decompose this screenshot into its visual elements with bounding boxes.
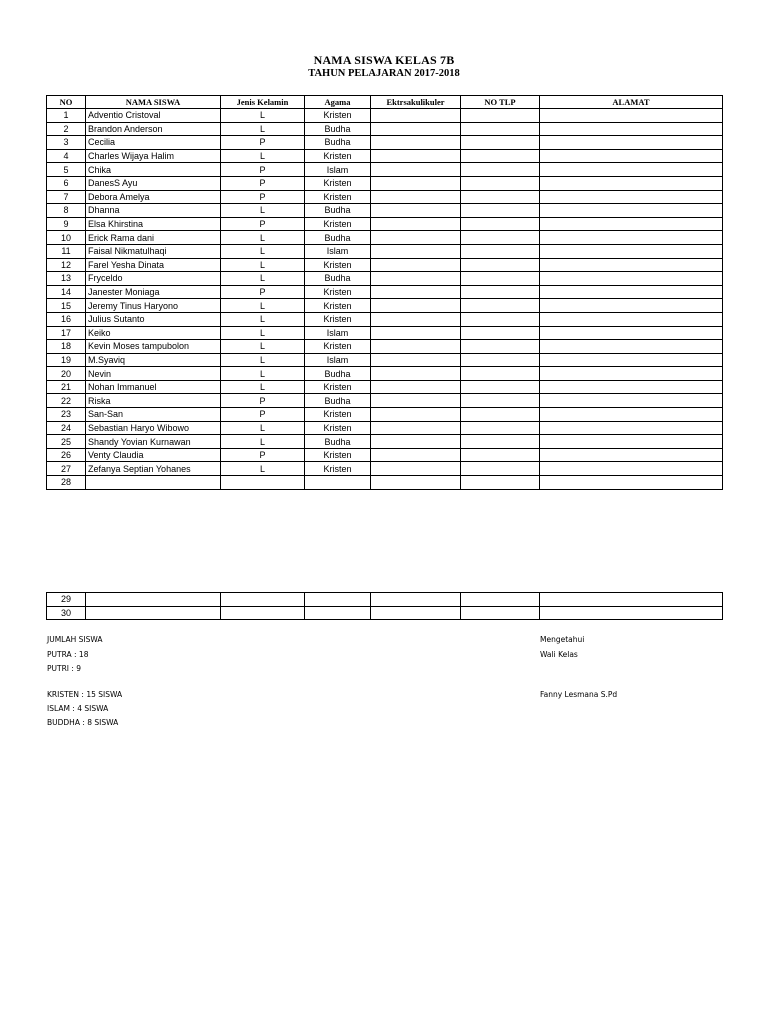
cell-jenis-kelamin: P bbox=[221, 190, 305, 204]
cell-no: 5 bbox=[47, 163, 86, 177]
cell-no: 11 bbox=[47, 244, 86, 258]
cell-nama-siswa: Erick Rama dani bbox=[86, 231, 221, 245]
table-row bbox=[47, 149, 723, 163]
cell-nama-siswa: Chika bbox=[86, 163, 221, 177]
cell-jenis-kelamin: L bbox=[221, 326, 305, 340]
cell-nama-siswa bbox=[86, 476, 221, 490]
cell-nama-siswa: Nevin bbox=[86, 367, 221, 381]
cell-jenis-kelamin: L bbox=[221, 380, 305, 394]
cell-no: 30 bbox=[47, 606, 86, 620]
cell-nama-siswa: Venty Claudia bbox=[86, 448, 221, 462]
cell-ekstrakurikuler bbox=[371, 176, 461, 190]
cell-agama: Kristen bbox=[305, 190, 371, 204]
cell-alamat bbox=[540, 176, 723, 190]
cell-agama: Kristen bbox=[305, 217, 371, 231]
cell-jenis-kelamin: P bbox=[221, 394, 305, 408]
cell-agama: Islam bbox=[305, 326, 371, 340]
cell-nama-siswa: Brandon Anderson bbox=[86, 122, 221, 136]
cell-no-tlp bbox=[461, 448, 540, 462]
cell-agama: Kristen bbox=[305, 258, 371, 272]
cell-agama bbox=[305, 606, 371, 620]
cell-alamat bbox=[540, 312, 723, 326]
cell-nama-siswa: Janester Moniaga bbox=[86, 285, 221, 299]
cell-no-tlp bbox=[461, 272, 540, 286]
header-agama: Agama bbox=[305, 96, 371, 109]
table-row bbox=[47, 176, 723, 190]
cell-alamat bbox=[540, 244, 723, 258]
cell-nama-siswa: Jeremy Tinus Haryono bbox=[86, 299, 221, 313]
cell-alamat bbox=[540, 285, 723, 299]
cell-alamat bbox=[540, 149, 723, 163]
cell-agama: Kristen bbox=[305, 149, 371, 163]
table-row bbox=[47, 204, 723, 218]
cell-jenis-kelamin: L bbox=[221, 258, 305, 272]
cell-alamat bbox=[540, 394, 723, 408]
cell-no: 22 bbox=[47, 394, 86, 408]
table-row bbox=[47, 593, 723, 607]
cell-ekstrakurikuler bbox=[371, 606, 461, 620]
document-subtitle: TAHUN PELAJARAN 2017-2018 bbox=[308, 68, 460, 79]
cell-nama-siswa: Zefanya Septian Yohanes bbox=[86, 462, 221, 476]
cell-no: 17 bbox=[47, 326, 86, 340]
cell-alamat bbox=[540, 326, 723, 340]
cell-ekstrakurikuler bbox=[371, 326, 461, 340]
cell-ekstrakurikuler bbox=[371, 340, 461, 354]
cell-jenis-kelamin: L bbox=[221, 435, 305, 449]
cell-no: 9 bbox=[47, 217, 86, 231]
signature-mengetahui: Mengetahui bbox=[540, 635, 585, 644]
cell-no-tlp bbox=[461, 593, 540, 607]
cell-no: 7 bbox=[47, 190, 86, 204]
cell-no-tlp bbox=[461, 258, 540, 272]
cell-no-tlp bbox=[461, 136, 540, 150]
cell-jenis-kelamin: L bbox=[221, 204, 305, 218]
cell-agama: Budha bbox=[305, 272, 371, 286]
cell-agama: Budha bbox=[305, 394, 371, 408]
table-row bbox=[47, 435, 723, 449]
table-row bbox=[47, 340, 723, 354]
cell-no-tlp bbox=[461, 231, 540, 245]
cell-nama-siswa: Nohan Immanuel bbox=[86, 380, 221, 394]
header-alamat: ALAMAT bbox=[540, 96, 723, 109]
cell-no: 8 bbox=[47, 204, 86, 218]
cell-jenis-kelamin: L bbox=[221, 149, 305, 163]
cell-no-tlp bbox=[461, 476, 540, 490]
cell-alamat bbox=[540, 367, 723, 381]
table-row bbox=[47, 272, 723, 286]
cell-agama: Kristen bbox=[305, 299, 371, 313]
cell-no-tlp bbox=[461, 190, 540, 204]
cell-agama: Kristen bbox=[305, 462, 371, 476]
cell-jenis-kelamin: L bbox=[221, 462, 305, 476]
cell-nama-siswa: Cecilia bbox=[86, 136, 221, 150]
cell-alamat bbox=[540, 353, 723, 367]
cell-ekstrakurikuler bbox=[371, 149, 461, 163]
table-row bbox=[47, 190, 723, 204]
cell-no-tlp bbox=[461, 149, 540, 163]
cell-nama-siswa: Debora Amelya bbox=[86, 190, 221, 204]
cell-nama-siswa: DanesS Ayu bbox=[86, 176, 221, 190]
cell-no-tlp bbox=[461, 299, 540, 313]
cell-agama: Budha bbox=[305, 367, 371, 381]
cell-no: 1 bbox=[47, 109, 86, 123]
summary-buddha: BUDDHA : 8 SISWA bbox=[47, 718, 119, 727]
header-jenis-kelamin: Jenis Kelamin bbox=[221, 96, 305, 109]
table-row bbox=[47, 136, 723, 150]
cell-no: 13 bbox=[47, 272, 86, 286]
cell-ekstrakurikuler bbox=[371, 122, 461, 136]
header-ekstrakurikuler: Ektrsakulikuler bbox=[371, 96, 461, 109]
cell-alamat bbox=[540, 421, 723, 435]
table-row bbox=[47, 380, 723, 394]
cell-ekstrakurikuler bbox=[371, 109, 461, 123]
cell-nama-siswa: Dhanna bbox=[86, 204, 221, 218]
cell-alamat bbox=[540, 204, 723, 218]
cell-no-tlp bbox=[461, 285, 540, 299]
cell-jenis-kelamin: P bbox=[221, 136, 305, 150]
cell-nama-siswa: M.Syaviq bbox=[86, 353, 221, 367]
cell-alamat bbox=[540, 448, 723, 462]
cell-ekstrakurikuler bbox=[371, 136, 461, 150]
cell-no: 26 bbox=[47, 448, 86, 462]
cell-jenis-kelamin: P bbox=[221, 163, 305, 177]
cell-no: 4 bbox=[47, 149, 86, 163]
cell-jenis-kelamin: P bbox=[221, 217, 305, 231]
table-row bbox=[47, 122, 723, 136]
cell-agama: Kristen bbox=[305, 176, 371, 190]
cell-nama-siswa: Fryceldo bbox=[86, 272, 221, 286]
cell-no: 24 bbox=[47, 421, 86, 435]
cell-no-tlp bbox=[461, 176, 540, 190]
cell-nama-siswa: Riska bbox=[86, 394, 221, 408]
summary-islam: ISLAM : 4 SISWA bbox=[47, 704, 109, 713]
cell-ekstrakurikuler bbox=[371, 353, 461, 367]
cell-no-tlp bbox=[461, 312, 540, 326]
cell-ekstrakurikuler bbox=[371, 380, 461, 394]
cell-jenis-kelamin: L bbox=[221, 299, 305, 313]
cell-agama bbox=[305, 593, 371, 607]
cell-agama: Islam bbox=[305, 244, 371, 258]
cell-jenis-kelamin: L bbox=[221, 244, 305, 258]
cell-ekstrakurikuler bbox=[371, 163, 461, 177]
cell-nama-siswa: Farel Yesha Dinata bbox=[86, 258, 221, 272]
cell-alamat bbox=[540, 258, 723, 272]
cell-jenis-kelamin: L bbox=[221, 312, 305, 326]
cell-ekstrakurikuler bbox=[371, 394, 461, 408]
summary-kristen: KRISTEN : 15 SISWA bbox=[47, 690, 123, 699]
cell-alamat bbox=[540, 109, 723, 123]
cell-ekstrakurikuler bbox=[371, 421, 461, 435]
document-title: NAMA SISWA KELAS 7B bbox=[313, 53, 455, 67]
cell-ekstrakurikuler bbox=[371, 462, 461, 476]
header-no: NO bbox=[47, 96, 86, 109]
cell-ekstrakurikuler bbox=[371, 258, 461, 272]
cell-no: 14 bbox=[47, 285, 86, 299]
cell-no: 10 bbox=[47, 231, 86, 245]
cell-no-tlp bbox=[461, 204, 540, 218]
cell-ekstrakurikuler bbox=[371, 299, 461, 313]
cell-jenis-kelamin: L bbox=[221, 109, 305, 123]
cell-jenis-kelamin bbox=[221, 476, 305, 490]
cell-no: 16 bbox=[47, 312, 86, 326]
cell-ekstrakurikuler bbox=[371, 435, 461, 449]
cell-nama-siswa: Sebastian Haryo Wibowo bbox=[86, 421, 221, 435]
cell-agama bbox=[305, 476, 371, 490]
summary-putra: PUTRA : 18 bbox=[47, 650, 89, 659]
cell-no-tlp bbox=[461, 421, 540, 435]
cell-nama-siswa bbox=[86, 593, 221, 607]
cell-no: 20 bbox=[47, 367, 86, 381]
table-row bbox=[47, 476, 723, 490]
table-row bbox=[47, 408, 723, 422]
cell-alamat bbox=[540, 190, 723, 204]
cell-alamat bbox=[540, 380, 723, 394]
student-table-body bbox=[47, 109, 723, 490]
cell-jenis-kelamin: L bbox=[221, 367, 305, 381]
cell-ekstrakurikuler bbox=[371, 204, 461, 218]
cell-agama: Kristen bbox=[305, 408, 371, 422]
cell-agama: Budha bbox=[305, 435, 371, 449]
cell-no: 12 bbox=[47, 258, 86, 272]
cell-ekstrakurikuler bbox=[371, 285, 461, 299]
cell-alamat bbox=[540, 435, 723, 449]
cell-no: 28 bbox=[47, 476, 86, 490]
cell-no-tlp bbox=[461, 353, 540, 367]
table-row bbox=[47, 448, 723, 462]
cell-agama: Kristen bbox=[305, 312, 371, 326]
cell-jenis-kelamin: L bbox=[221, 421, 305, 435]
cell-no-tlp bbox=[461, 163, 540, 177]
summary-putri: PUTRI : 9 bbox=[47, 664, 82, 673]
table-row bbox=[47, 606, 723, 620]
cell-no-tlp bbox=[461, 435, 540, 449]
cell-agama: Budha bbox=[305, 204, 371, 218]
cell-ekstrakurikuler bbox=[371, 476, 461, 490]
table-header-row bbox=[47, 96, 723, 109]
cell-no: 3 bbox=[47, 136, 86, 150]
table-row bbox=[47, 421, 723, 435]
cell-alamat bbox=[540, 122, 723, 136]
cell-nama-siswa: Elsa Khirstina bbox=[86, 217, 221, 231]
cell-no: 25 bbox=[47, 435, 86, 449]
cell-agama: Kristen bbox=[305, 340, 371, 354]
table-row bbox=[47, 367, 723, 381]
cell-nama-siswa: Charles Wijaya Halim bbox=[86, 149, 221, 163]
cell-jenis-kelamin: L bbox=[221, 272, 305, 286]
cell-agama: Kristen bbox=[305, 421, 371, 435]
cell-alamat bbox=[540, 217, 723, 231]
cell-nama-siswa: Shandy Yovian Kurnawan bbox=[86, 435, 221, 449]
cell-no-tlp bbox=[461, 109, 540, 123]
cell-ekstrakurikuler bbox=[371, 593, 461, 607]
cell-agama: Kristen bbox=[305, 448, 371, 462]
summary-jumlah: JUMLAH SISWA bbox=[47, 635, 103, 644]
cell-no: 21 bbox=[47, 380, 86, 394]
table-row bbox=[47, 394, 723, 408]
cell-ekstrakurikuler bbox=[371, 408, 461, 422]
signature-wali-kelas: Wali Kelas bbox=[540, 650, 578, 659]
cell-ekstrakurikuler bbox=[371, 367, 461, 381]
cell-alamat bbox=[540, 163, 723, 177]
cell-no-tlp bbox=[461, 244, 540, 258]
cell-alamat bbox=[540, 462, 723, 476]
cell-agama: Budha bbox=[305, 122, 371, 136]
cell-agama: Kristen bbox=[305, 109, 371, 123]
cell-ekstrakurikuler bbox=[371, 217, 461, 231]
cell-jenis-kelamin: L bbox=[221, 353, 305, 367]
table-row bbox=[47, 285, 723, 299]
cell-ekstrakurikuler bbox=[371, 244, 461, 258]
cell-no: 2 bbox=[47, 122, 86, 136]
cell-nama-siswa: Faisal Nikmatulhaqi bbox=[86, 244, 221, 258]
cell-jenis-kelamin: L bbox=[221, 231, 305, 245]
cell-no: 23 bbox=[47, 408, 86, 422]
header-no-tlp: NO TLP bbox=[461, 96, 540, 109]
cell-no-tlp bbox=[461, 217, 540, 231]
cell-jenis-kelamin: P bbox=[221, 176, 305, 190]
cell-no: 19 bbox=[47, 353, 86, 367]
student-table-continued bbox=[46, 592, 723, 620]
cell-no-tlp bbox=[461, 340, 540, 354]
cell-nama-siswa: Keiko bbox=[86, 326, 221, 340]
cell-jenis-kelamin bbox=[221, 606, 305, 620]
table-row bbox=[47, 109, 723, 123]
cell-no: 18 bbox=[47, 340, 86, 354]
cell-nama-siswa: Kevin Moses tampubolon bbox=[86, 340, 221, 354]
student-table bbox=[46, 95, 723, 490]
cell-no: 27 bbox=[47, 462, 86, 476]
cell-no: 6 bbox=[47, 176, 86, 190]
table-row bbox=[47, 312, 723, 326]
table-row bbox=[47, 299, 723, 313]
cell-no: 15 bbox=[47, 299, 86, 313]
cell-jenis-kelamin: L bbox=[221, 122, 305, 136]
cell-alamat bbox=[540, 231, 723, 245]
cell-no-tlp bbox=[461, 380, 540, 394]
cell-jenis-kelamin: L bbox=[221, 340, 305, 354]
cell-no-tlp bbox=[461, 394, 540, 408]
cell-ekstrakurikuler bbox=[371, 272, 461, 286]
cell-jenis-kelamin: P bbox=[221, 448, 305, 462]
student-table-continued-body bbox=[47, 593, 723, 620]
cell-jenis-kelamin: P bbox=[221, 408, 305, 422]
cell-no-tlp bbox=[461, 408, 540, 422]
cell-agama: Kristen bbox=[305, 285, 371, 299]
cell-jenis-kelamin bbox=[221, 593, 305, 607]
cell-no-tlp bbox=[461, 606, 540, 620]
cell-no-tlp bbox=[461, 122, 540, 136]
table-row bbox=[47, 217, 723, 231]
signature-name: Fanny Lesmana S.Pd bbox=[540, 690, 618, 699]
cell-alamat bbox=[540, 606, 723, 620]
cell-ekstrakurikuler bbox=[371, 190, 461, 204]
cell-ekstrakurikuler bbox=[371, 448, 461, 462]
table-row bbox=[47, 163, 723, 177]
cell-agama: Islam bbox=[305, 163, 371, 177]
cell-ekstrakurikuler bbox=[371, 231, 461, 245]
cell-no-tlp bbox=[461, 326, 540, 340]
table-row bbox=[47, 258, 723, 272]
table-row bbox=[47, 231, 723, 245]
cell-agama: Islam bbox=[305, 353, 371, 367]
cell-jenis-kelamin: P bbox=[221, 285, 305, 299]
cell-ekstrakurikuler bbox=[371, 312, 461, 326]
cell-agama: Budha bbox=[305, 136, 371, 150]
cell-agama: Kristen bbox=[305, 380, 371, 394]
cell-nama-siswa: Adventio Cristoval bbox=[86, 109, 221, 123]
cell-alamat bbox=[540, 272, 723, 286]
cell-alamat bbox=[540, 408, 723, 422]
cell-nama-siswa: San-San bbox=[86, 408, 221, 422]
cell-no-tlp bbox=[461, 462, 540, 476]
table-row bbox=[47, 462, 723, 476]
cell-no-tlp bbox=[461, 367, 540, 381]
cell-alamat bbox=[540, 136, 723, 150]
cell-nama-siswa: Julius Sutanto bbox=[86, 312, 221, 326]
header-nama-siswa: NAMA SISWA bbox=[86, 96, 221, 109]
cell-agama: Budha bbox=[305, 231, 371, 245]
cell-no: 29 bbox=[47, 593, 86, 607]
cell-nama-siswa bbox=[86, 606, 221, 620]
cell-alamat bbox=[540, 299, 723, 313]
table-row bbox=[47, 353, 723, 367]
cell-alamat bbox=[540, 476, 723, 490]
cell-alamat bbox=[540, 593, 723, 607]
table-row bbox=[47, 326, 723, 340]
cell-alamat bbox=[540, 340, 723, 354]
table-row bbox=[47, 244, 723, 258]
